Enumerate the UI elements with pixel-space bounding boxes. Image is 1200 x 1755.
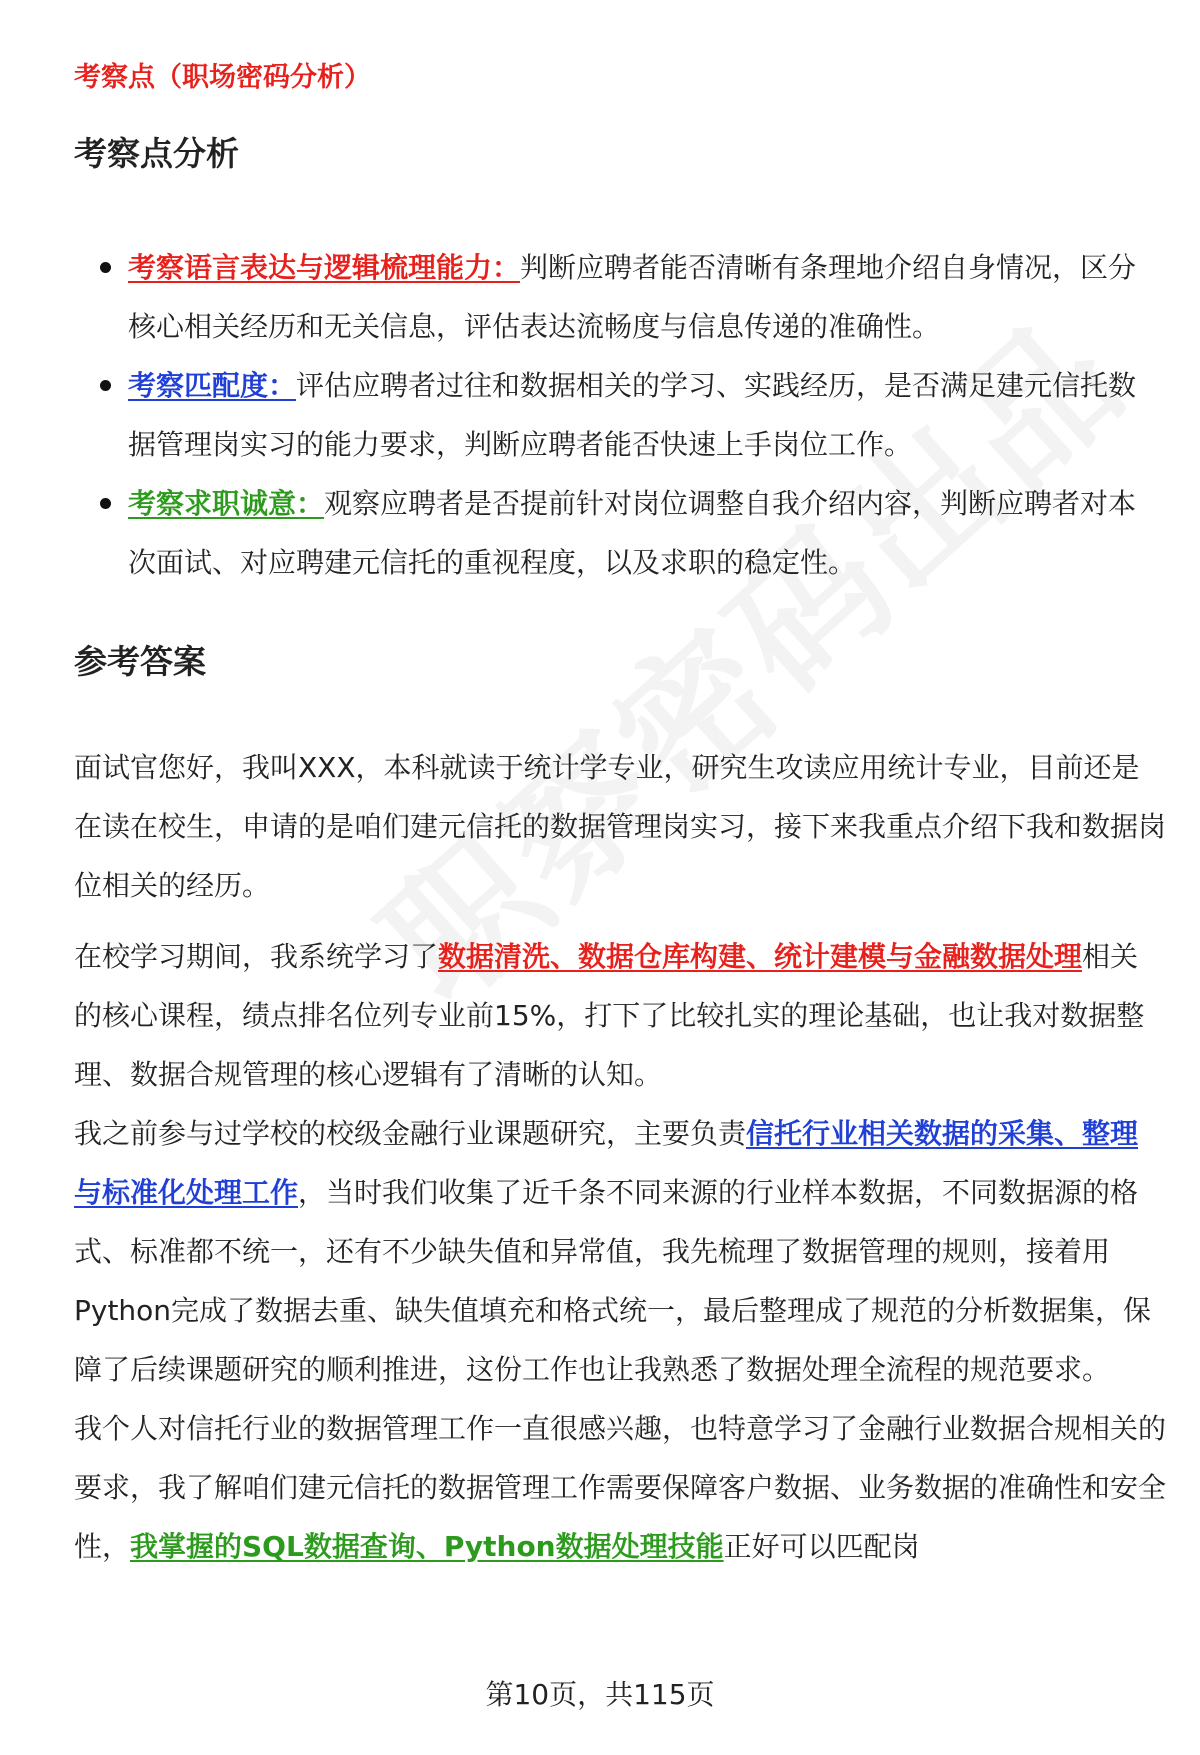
paragraph-text: 我个人对信托行业的数据管理工作一直很感兴趣，也特意学习了金融行业数据合规相关的要求，我了解咱们建元信托的数据管理工作需要保障客户数据、业务数据的准确性和安全性， — [74, 1412, 1167, 1563]
highlight-project: 信托行业相关数据的采集、整理与标准化处理工作 — [74, 1117, 1139, 1209]
answer-paragraph — [74, 1399, 1166, 1576]
section-title-answer: 参考答案 — [74, 642, 206, 681]
item-text: 观察应聘者是否提前针对岗位调整自我介绍内容，判断应聘者对本次面试、对应聘建元信托的重视程度，以及求职的稳定性。 — [128, 487, 1137, 579]
top-label: 考察点（职场密码分析） — [74, 62, 371, 93]
answer-paragraph — [74, 927, 1166, 1104]
paragraph-text: 正好可以匹配岗 — [723, 1530, 920, 1563]
list-item — [74, 474, 1154, 592]
paragraph-text: 相关的核心课程，绩点排名位列专业前15%，打下了比较扎实的理论基础，也让我对数据整理、数据合规管理的核心逻辑有了清晰的认知。 — [74, 940, 1145, 1091]
item-text: 评估应聘者过往和数据相关的学习、实践经历，是否满足建元信托数据管理岗实习的能力要求，判断应聘者能否快速上手岗位工作。 — [128, 369, 1137, 461]
keyword-language: 考察语言表达与逻辑梳理能力： — [128, 251, 521, 284]
paragraph-text: 在校学习期间，我系统学习了 — [74, 940, 439, 973]
section-title-analysis: 考察点分析 — [74, 134, 239, 173]
bullet-icon — [100, 380, 111, 391]
list-item — [74, 356, 1154, 474]
keyword-sincerity: 考察求职诚意： — [128, 487, 325, 520]
paragraph-text: 我之前参与过学校的校级金融行业课题研究，主要负责 — [74, 1117, 747, 1150]
list-item — [74, 238, 1154, 356]
answer-paragraph: 面试官您好，我叫XXX，本科就读于统计学专业，研究生攻读应用统计专业，目前还是在读在校生，申请的是咱们建元信托的数据管理岗实习，接下来我重点介绍下我和数据岗位相关的经历。 — [74, 751, 1167, 902]
keyword-match: 考察匹配度： — [128, 369, 297, 402]
analysis-list — [74, 238, 1154, 592]
answer-body — [74, 738, 1166, 1576]
highlight-courses: 数据清洗、数据仓库构建、统计建模与金融数据处理 — [438, 940, 1083, 973]
page-number: 第10页，共115页 — [485, 1678, 715, 1711]
answer-paragraph — [74, 1104, 1166, 1399]
highlight-skills: 我掌握的SQL数据查询、Python数据处理技能 — [130, 1530, 724, 1563]
paragraph-text: ，当时我们收集了近千条不同来源的行业样本数据，不同数据源的格式、标准都不统一，还有不少缺失值和异常值，我先梳理了数据管理的规则，接着用Python完成了数据去重、缺失值填充和格式统一，最后整理成了规范的分析数据集，保障了后续课题研究的顺利推进，这份工作也让我熟悉了数据处理全流程的规范要求。 — [74, 1176, 1152, 1386]
bullet-icon — [100, 262, 111, 273]
item-text: 判断应聘者能否清晰有条理地介绍自身情况，区分核心相关经历和无关信息，评估表达流畅度与信息传递的准确性。 — [128, 251, 1137, 343]
bullet-icon — [100, 498, 111, 509]
